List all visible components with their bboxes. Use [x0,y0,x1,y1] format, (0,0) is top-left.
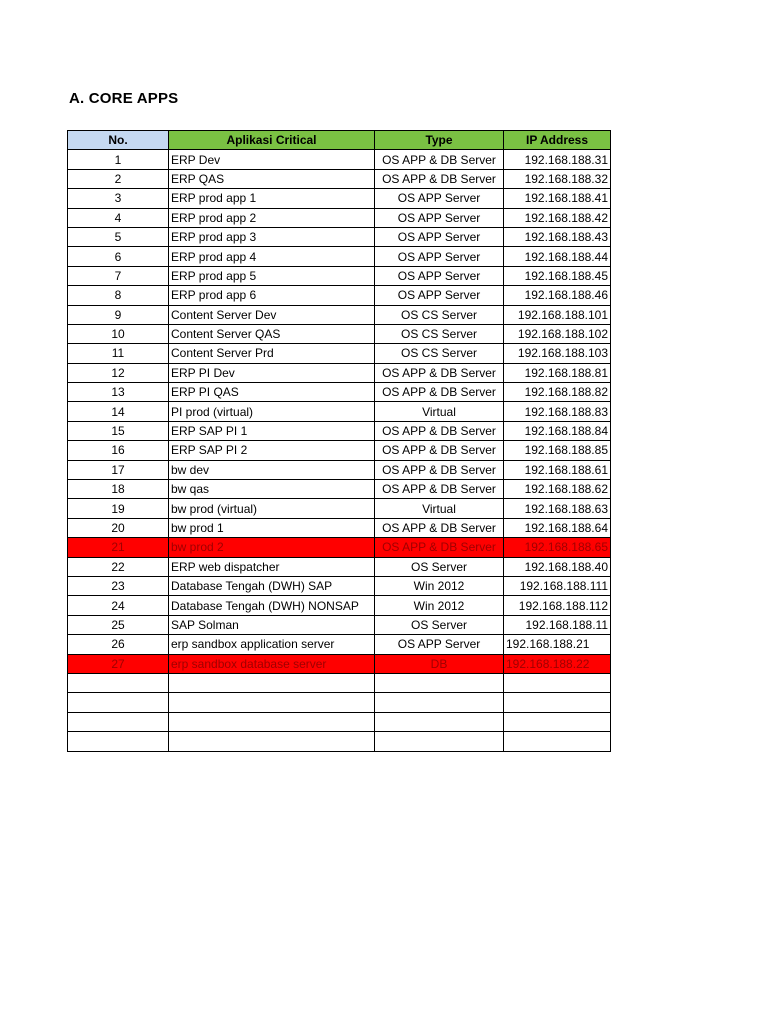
cell-type[interactable]: Win 2012 [375,576,504,595]
cell-ip[interactable] [504,712,611,731]
cell-no[interactable]: 2 [68,169,169,188]
table-row [68,421,611,440]
cell-app[interactable] [169,712,375,731]
cell-app[interactable]: ERP SAP PI 1 [169,421,375,440]
cell-ip[interactable] [504,732,611,751]
cell-ip[interactable]: 192.168.188.111 [504,576,611,595]
table-row [68,383,611,402]
cell-app[interactable] [169,673,375,692]
cell-app[interactable]: ERP prod app 6 [169,286,375,305]
cell-app[interactable]: ERP PI Dev [169,363,375,382]
cell-type[interactable]: Win 2012 [375,596,504,615]
cell-type[interactable]: OS APP & DB Server [375,150,504,169]
cell-type[interactable]: OS Server [375,615,504,634]
cell-no[interactable]: 21 [68,538,169,557]
cell-app[interactable]: ERP PI QAS [169,383,375,402]
cell-ip[interactable]: 192.168.188.42 [504,208,611,227]
cell-no[interactable] [68,732,169,751]
cell-app[interactable]: ERP prod app 1 [169,189,375,208]
cell-ip[interactable]: 192.168.188.83 [504,402,611,421]
cell-app[interactable]: erp sandbox application server [169,635,375,654]
table-row [68,518,611,537]
cell-ip[interactable]: 192.168.188.65 [504,538,611,557]
column-header-app[interactable]: Aplikasi Critical [169,131,375,150]
cell-no[interactable]: 25 [68,615,169,634]
cell-type[interactable]: OS APP & DB Server [375,363,504,382]
cell-ip[interactable]: 192.168.188.41 [504,189,611,208]
page-title: A. CORE APPS [69,90,179,107]
cell-no[interactable]: 9 [68,305,169,324]
core-apps-table [67,130,611,752]
cell-no[interactable]: 18 [68,480,169,499]
cell-no[interactable] [68,712,169,731]
cell-ip[interactable]: 192.168.188.84 [504,421,611,440]
cell-type[interactable]: OS APP & DB Server [375,169,504,188]
table-row [68,557,611,576]
cell-no[interactable]: 1 [68,150,169,169]
cell-type[interactable]: OS APP Server [375,266,504,285]
cell-ip[interactable]: 192.168.188.61 [504,460,611,479]
cell-app[interactable]: ERP SAP PI 2 [169,441,375,460]
table-row [68,596,611,615]
cell-ip[interactable]: 192.168.188.31 [504,150,611,169]
cell-app[interactable]: ERP prod app 3 [169,227,375,246]
cell-ip[interactable]: 192.168.188.81 [504,363,611,382]
cell-app[interactable]: ERP QAS [169,169,375,188]
cell-ip[interactable]: 192.168.188.32 [504,169,611,188]
table-row [68,480,611,499]
cell-ip[interactable]: 192.168.188.62 [504,480,611,499]
table-row [68,673,611,692]
cell-type[interactable]: Virtual [375,499,504,518]
table-row [68,363,611,382]
cell-app[interactable]: bw qas [169,480,375,499]
cell-no[interactable]: 6 [68,247,169,266]
table-row [68,441,611,460]
cell-app[interactable]: SAP Solman [169,615,375,634]
cell-no[interactable]: 14 [68,402,169,421]
cell-ip[interactable]: 192.168.188.22 [504,654,611,673]
table-row [68,266,611,285]
cell-no[interactable]: 16 [68,441,169,460]
table-row [68,247,611,266]
cell-app[interactable]: ERP prod app 4 [169,247,375,266]
cell-app[interactable] [169,693,375,712]
cell-no[interactable]: 27 [68,654,169,673]
cell-ip[interactable]: 192.168.188.102 [504,324,611,343]
table-header-row [68,131,611,150]
cell-type[interactable]: OS APP Server [375,189,504,208]
cell-no[interactable]: 5 [68,227,169,246]
cell-app[interactable] [169,732,375,751]
cell-app[interactable]: ERP prod app 2 [169,208,375,227]
cell-type[interactable]: OS APP Server [375,635,504,654]
cell-no[interactable]: 19 [68,499,169,518]
cell-ip[interactable]: 192.168.188.63 [504,499,611,518]
cell-ip[interactable]: 192.168.188.103 [504,344,611,363]
cell-type[interactable]: OS APP Server [375,286,504,305]
table-row [68,499,611,518]
cell-no[interactable]: 7 [68,266,169,285]
cell-type[interactable]: OS APP & DB Server [375,518,504,537]
cell-no[interactable]: 4 [68,208,169,227]
cell-no[interactable]: 8 [68,286,169,305]
cell-type[interactable]: OS APP & DB Server [375,480,504,499]
cell-app[interactable]: PI prod (virtual) [169,402,375,421]
table-row [68,615,611,634]
cell-app[interactable]: bw dev [169,460,375,479]
cell-app[interactable]: Content Server Prd [169,344,375,363]
cell-type[interactable]: DB [375,654,504,673]
cell-ip[interactable]: 192.168.188.21 [504,635,611,654]
cell-ip[interactable]: 192.168.188.43 [504,227,611,246]
cell-ip[interactable]: 192.168.188.46 [504,286,611,305]
cell-ip[interactable]: 192.168.188.40 [504,557,611,576]
cell-no[interactable]: 22 [68,557,169,576]
column-header-ip[interactable]: IP Address [504,131,611,150]
cell-no[interactable]: 10 [68,324,169,343]
table-body [68,150,611,751]
cell-type[interactable]: OS APP Server [375,208,504,227]
cell-no[interactable] [68,673,169,692]
cell-ip[interactable]: 192.168.188.45 [504,266,611,285]
cell-type[interactable] [375,712,504,731]
cell-type[interactable]: OS APP & DB Server [375,383,504,402]
column-header-type[interactable]: Type [375,131,504,150]
cell-type[interactable]: OS CS Server [375,305,504,324]
table-row [68,344,611,363]
cell-type[interactable]: OS APP Server [375,227,504,246]
cell-no[interactable]: 23 [68,576,169,595]
cell-no[interactable]: 3 [68,189,169,208]
cell-type[interactable]: OS CS Server [375,344,504,363]
cell-type[interactable] [375,732,504,751]
table-row [68,286,611,305]
cell-app[interactable]: ERP prod app 5 [169,266,375,285]
cell-app[interactable]: ERP Dev [169,150,375,169]
cell-no[interactable]: 26 [68,635,169,654]
cell-ip[interactable] [504,693,611,712]
cell-ip[interactable]: 192.168.188.11 [504,615,611,634]
cell-ip[interactable]: 192.168.188.112 [504,596,611,615]
cell-type[interactable]: OS APP & DB Server [375,460,504,479]
table-row [68,712,611,731]
table-row [68,402,611,421]
cell-no[interactable]: 13 [68,383,169,402]
cell-ip[interactable]: 192.168.188.85 [504,441,611,460]
table-row [68,305,611,324]
cell-no[interactable] [68,693,169,712]
table-row [68,227,611,246]
cell-type[interactable]: Virtual [375,402,504,421]
cell-no[interactable]: 15 [68,421,169,440]
cell-ip[interactable]: 192.168.188.101 [504,305,611,324]
cell-type[interactable]: OS APP Server [375,247,504,266]
cell-ip[interactable]: 192.168.188.44 [504,247,611,266]
cell-type[interactable]: OS APP & DB Server [375,441,504,460]
cell-app[interactable]: Content Server QAS [169,324,375,343]
cell-app[interactable]: bw prod 2 [169,538,375,557]
table-row [68,169,611,188]
cell-type[interactable]: OS Server [375,557,504,576]
cell-app[interactable]: Database Tengah (DWH) SAP [169,576,375,595]
cell-ip[interactable] [504,673,611,692]
table-row [68,460,611,479]
table-row [68,732,611,751]
cell-app[interactable]: Database Tengah (DWH) NONSAP [169,596,375,615]
cell-no[interactable]: 11 [68,344,169,363]
cell-no[interactable]: 20 [68,518,169,537]
table-row [68,654,611,673]
cell-app[interactable]: ERP web dispatcher [169,557,375,576]
cell-no[interactable]: 24 [68,596,169,615]
cell-app[interactable]: bw prod 1 [169,518,375,537]
column-header-no[interactable]: No. [68,131,169,150]
cell-app[interactable]: bw prod (virtual) [169,499,375,518]
table-row [68,635,611,654]
cell-type[interactable] [375,673,504,692]
table-row [68,538,611,557]
cell-no[interactable]: 12 [68,363,169,382]
cell-type[interactable]: OS CS Server [375,324,504,343]
cell-type[interactable] [375,693,504,712]
cell-ip[interactable]: 192.168.188.64 [504,518,611,537]
table-row [68,150,611,169]
cell-type[interactable]: OS APP & DB Server [375,421,504,440]
cell-app[interactable]: erp sandbox database server [169,654,375,673]
cell-app[interactable]: Content Server Dev [169,305,375,324]
cell-type[interactable]: OS APP & DB Server [375,538,504,557]
table-row [68,693,611,712]
table-row [68,576,611,595]
table-row [68,208,611,227]
cell-no[interactable]: 17 [68,460,169,479]
table-row [68,189,611,208]
cell-ip[interactable]: 192.168.188.82 [504,383,611,402]
table-row [68,324,611,343]
